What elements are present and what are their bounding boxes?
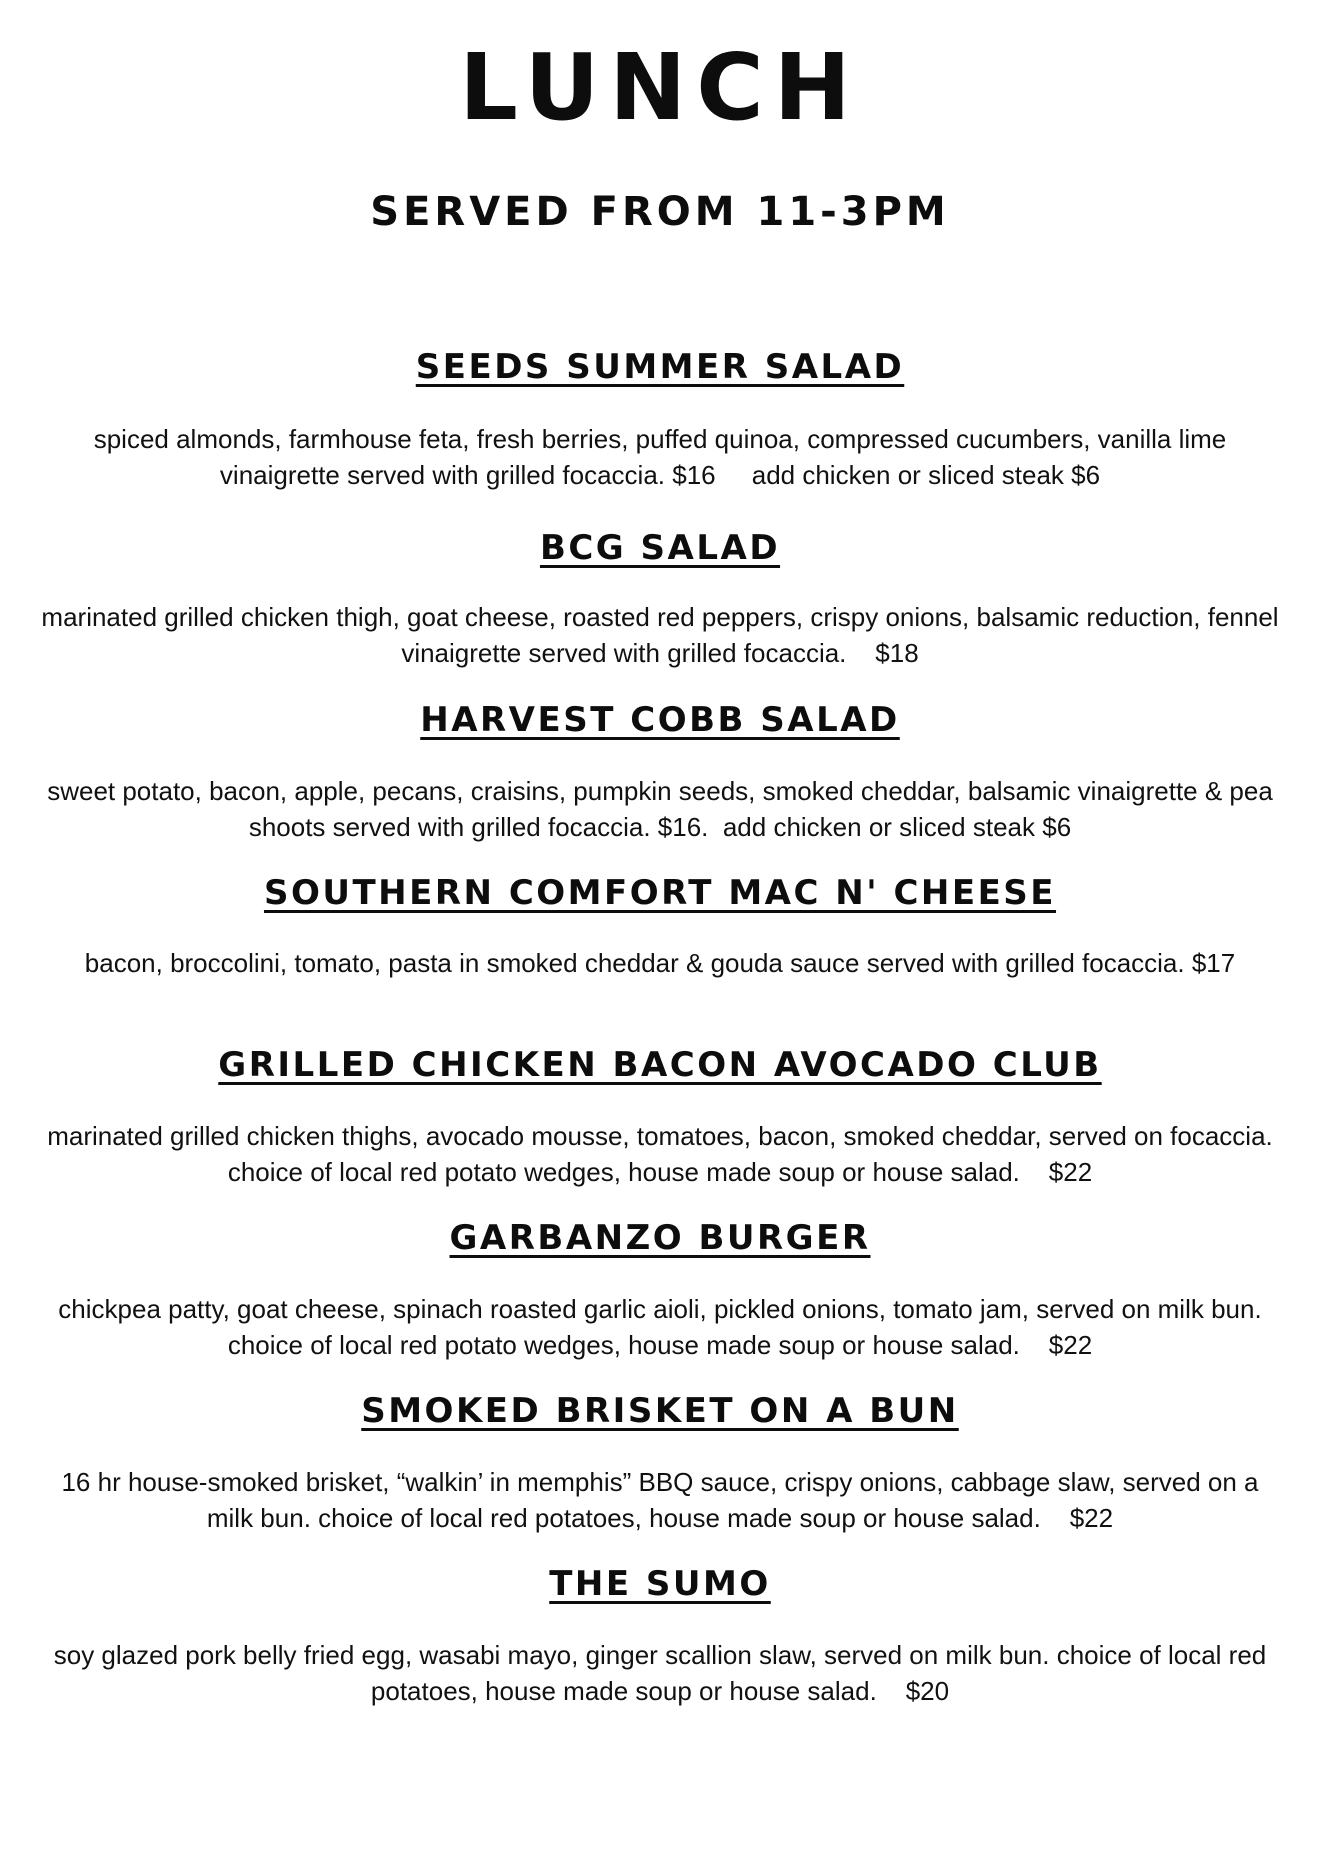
menu-subtitle: SERVED FROM 11-3PM: [370, 189, 950, 235]
item-title-bcg-salad: BCG SALAD: [539, 528, 781, 568]
item-description-seeds-summer-salad: spiced almonds, farmhouse feta, fresh berries, puffed quinoa, compressed cucumbers, vanilla lime vinaigrette served with grilled focaccia. $16 add chicken or sliced steak $6: [93, 424, 1234, 490]
item-description-bcg-salad: marinated grilled chicken thigh, goat cheese, roasted red peppers, crispy onions, balsamic reduction, fennel vinaigrette served with grilled focaccia. $18: [41, 602, 1286, 668]
item-description-garbanzo-burger: chickpea patty, goat cheese, spinach roasted garlic aioli, pickled onions, tomato jam, served on milk bun. choice of local red potato wedges, house made soup or house salad. $22: [58, 1294, 1269, 1360]
item-description-the-sumo: soy glazed pork belly fried egg, wasabi mayo, ginger scallion slaw, served on milk bun. choice of local red potatoes, house made soup or house salad. $20: [53, 1640, 1274, 1706]
item-title-the-sumo: THE SUMO: [549, 1564, 771, 1604]
item-title-grilled-chicken-bacon-avocado-club: GRILLED CHICKEN BACON AVOCADO CLUB: [218, 1045, 1102, 1085]
item-title-southern-comfort-mac-n-cheese: SOUTHERN COMFORT MAC N' CHEESE: [263, 873, 1057, 913]
item-description-smoked-brisket-on-a-bun: 16 hr house-smoked brisket, “walkin’ in memphis” BBQ sauce, crispy onions, cabbage slaw, served on a milk bun. choice of local red potatoes, house made soup or house salad. $22: [61, 1467, 1266, 1533]
item-description-southern-comfort-mac-n-cheese: bacon, broccolini, tomato, pasta in smoked cheddar & gouda sauce served with grilled focaccia. $17: [84, 948, 1236, 978]
menu-title: LUNCH: [459, 34, 861, 141]
item-description-grilled-chicken-bacon-avocado-club: marinated grilled chicken thighs, avocado mousse, tomatoes, bacon, smoked cheddar, served on focaccia. choice of local red potato wedges, house made soup or house salad. $22: [47, 1121, 1281, 1187]
item-title-seeds-summer-salad: SEEDS SUMMER SALAD: [415, 347, 905, 387]
item-title-harvest-cobb-salad: HARVEST COBB SALAD: [420, 700, 900, 740]
item-description-harvest-cobb-salad: sweet potato, bacon, apple, pecans, craisins, pumpkin seeds, smoked cheddar, balsamic vinaigrette & pea shoots served with grilled focaccia. $16. add chicken or sliced steak $6: [47, 776, 1281, 842]
item-title-smoked-brisket-on-a-bun: SMOKED BRISKET ON A BUN: [361, 1391, 959, 1431]
item-title-garbanzo-burger: GARBANZO BURGER: [449, 1218, 871, 1258]
